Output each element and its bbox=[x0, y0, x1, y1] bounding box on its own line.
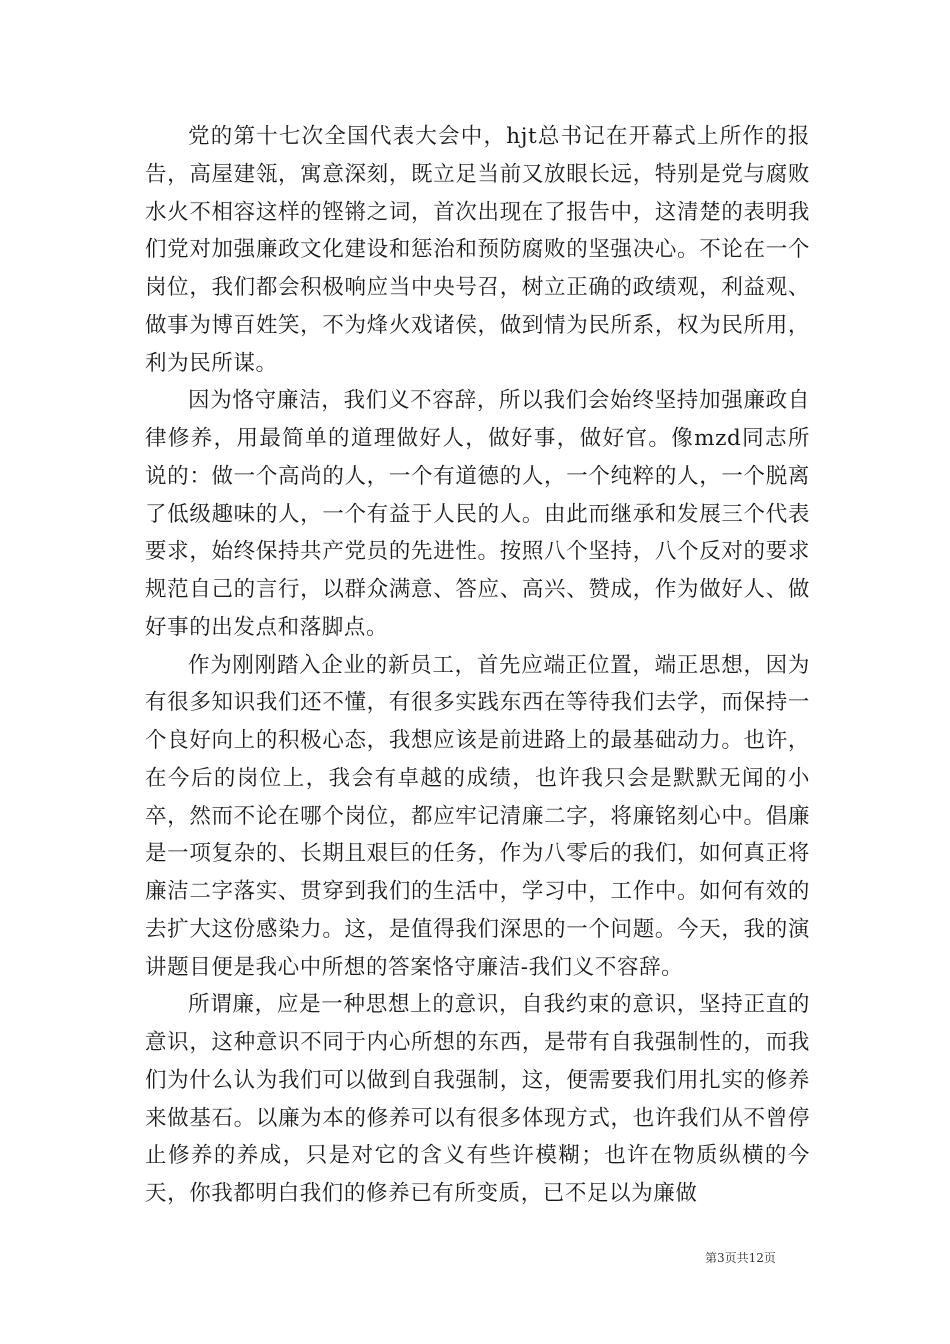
paragraph-4: 所谓廉，应是一种思想上的意识，自我约束的意识，坚持正直的意识，这种意识不同于内心所想的东西，是带有自我强制性的，而我们为什么认为我们可以做到自我强制，这，便需要我们用扎实的修养来做基石。以廉为本的修养可以有很多体现方式，也许我们从不曾停止修养的养成，只是对它的含义有些许模糊；也许在物质纵横的今天，你我都明白我们的修养已有所变质，已不足以为廉做 bbox=[145, 992, 810, 1206]
body-text bbox=[145, 118, 810, 1213]
paragraph-2: 因为恪守廉洁，我们义不容辞，所以我们会始终坚持加强廉政自律修养，用最简单的道理做好人，做好事，做好官。像mzd同志所说的：做一个高尚的人，一个有道德的人，一个纯粹的人，一个脱离了低级趣味的人，一个有益于人民的人。由此而继承和发展三个代表要求，始终保持共产党员的先进性。按照八个坚持，八个反对的要求规范自己的言行，以群众满意、答应、高兴、赞成，作为做好人、做好事的出发点和落脚点。 bbox=[145, 388, 810, 640]
paragraph-1: 党的第十七次全国代表大会中，hjt总书记在开幕式上所作的报告，高屋建瓴，寓意深刻，既立足当前又放眼长远，特别是党与腐败水火不相容这样的铿锵之词，首次出现在了报告中，这清楚的表明我们党对加强廉政文化建设和惩治和预防腐败的坚强决心。不论在一个岗位，我们都会积极响应当中央号召，树立正确的政绩观，利益观、做事为博百姓笑，不为烽火戏诸侯，做到情为民所系，权为民所用，利为民所谋。 bbox=[145, 124, 810, 376]
page-number-footer: 第3页共12页 bbox=[705, 1251, 776, 1265]
paragraph-3: 作为刚刚踏入企业的新员工，首先应端正位置，端正思想，因为有很多知识我们还不懂，有很多实践东西在等待我们去学，而保持一个良好向上的积极心态，我想应该是前进路上的最基础动力。也许，在今后的岗位上，我会有卓越的成绩，也许我只会是默默无闻的小卒，然而不论在哪个岗位，都应牢记清廉二字，将廉铭刻心中。倡廉是一项复杂的、长期且艰巨的任务，作为八零后的我们，如何真正将廉洁二字落实、贯穿到我们的生活中，学习中，工作中。如何有效的去扩大这份感染力。这，是值得我们深思的一个问题。今天，我的演讲题目便是我心中所想的答案恪守廉洁-我们义不容辞。 bbox=[145, 652, 810, 980]
